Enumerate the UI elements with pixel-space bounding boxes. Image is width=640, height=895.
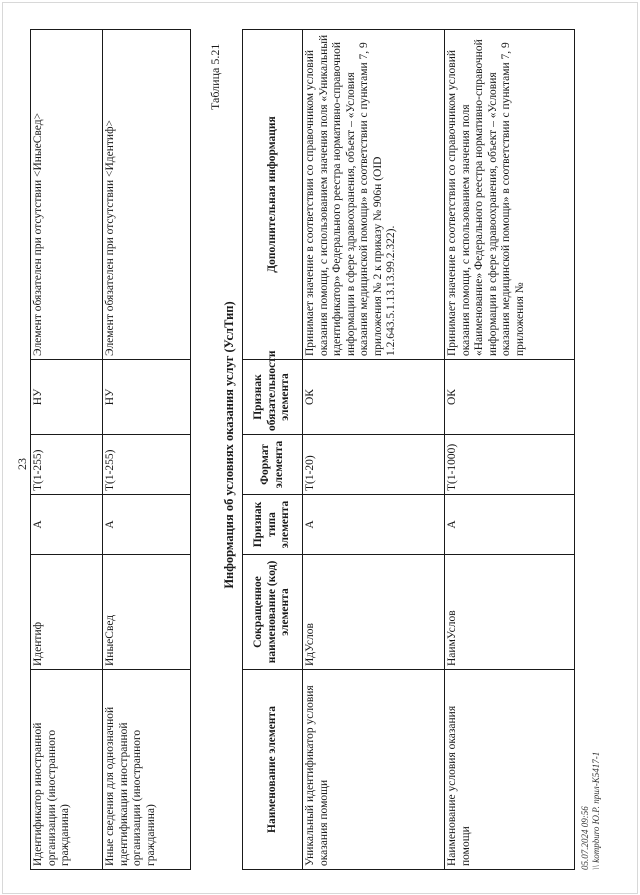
- cell-info: Принимает значение в соответствии со справочником условий оказания помощи, с использованием значения поля «Наименование» Федерального реестра нормативно-справочной информации в сфере здравоохранения, объект – «Условия оказания медицинской помощи» в соответствии с пунктами 7, 9 приложения №: [445, 30, 575, 360]
- cell-name: Уникальный идентификатор условия оказания помощи: [303, 670, 445, 870]
- rotated-page-content: [10, 20, 630, 870]
- cell-format: T(1-1000): [445, 435, 575, 495]
- footer-stamp: [580, 752, 602, 870]
- table-row: [103, 30, 191, 870]
- header-info: Дополнительная информация: [243, 30, 303, 360]
- cell-info: Элемент обязателен при отсутствии <Идентиф>: [103, 30, 191, 360]
- cell-req: ОК: [303, 360, 445, 435]
- cell-name: Наименование условия оказания помощи: [445, 670, 575, 870]
- cell-code: НаимУслов: [445, 555, 575, 670]
- table-row: [31, 30, 103, 870]
- cell-format: T(1-20): [303, 435, 445, 495]
- cell-name: Идентификатор иностранной организации (иностранного гражданина): [31, 670, 103, 870]
- table-title: Информация об условиях оказания услуг (УслТип): [222, 301, 236, 589]
- cell-req: НУ: [31, 360, 103, 435]
- main-table: [242, 29, 575, 870]
- top-table: [30, 29, 191, 870]
- table-row: [303, 30, 445, 870]
- page-number: 23: [15, 458, 29, 470]
- table-label: Таблица 5.21: [208, 43, 222, 110]
- header-name: Наименование элемента: [243, 670, 303, 870]
- header-type: Признак типа элемента: [243, 495, 303, 555]
- cell-name: Иные сведения для однозначной идентификации иностранной организации (иностранного гражданина): [103, 670, 191, 870]
- cell-type: А: [303, 495, 445, 555]
- header-row: [243, 30, 303, 870]
- footer-date: 05.07.2024 09:56: [580, 806, 590, 870]
- header-format: Формат элемента: [243, 435, 303, 495]
- cell-code: ИныеСвед: [103, 555, 191, 670]
- cell-code: Идентиф: [31, 555, 103, 670]
- cell-format: T(1-255): [31, 435, 103, 495]
- cell-format: T(1-255): [103, 435, 191, 495]
- cell-code: ИдУслов: [303, 555, 445, 670]
- header-req: Признак обязательности элемента: [243, 360, 303, 435]
- cell-type: А: [31, 495, 103, 555]
- cell-info: Принимает значение в соответствии со справочником условий оказания помощи, с использованием значения поля «Уникальный идентификатор» Федерального реестра нормативно-справочной информации в сфере здравоохранения, объект – «Условия оказания медицинской помощи» в соответствии с пунктами 7, 9 приложения № 2 к приказу № 906н (OID 1.2.643.5.1.13.13.99.2.322).: [303, 30, 445, 360]
- cell-type: А: [445, 495, 575, 555]
- table-row: [445, 30, 575, 870]
- header-code: Сокращенное наименование (код) элемента: [243, 555, 303, 670]
- cell-req: НУ: [103, 360, 191, 435]
- footer-path: \\ kompburo Ю.Р. прил-К5417-1: [591, 751, 601, 870]
- cell-type: А: [103, 495, 191, 555]
- cell-req: ОК: [445, 360, 575, 435]
- cell-info: Элемент обязателен при отсутствии <ИныеСвед>: [31, 30, 103, 360]
